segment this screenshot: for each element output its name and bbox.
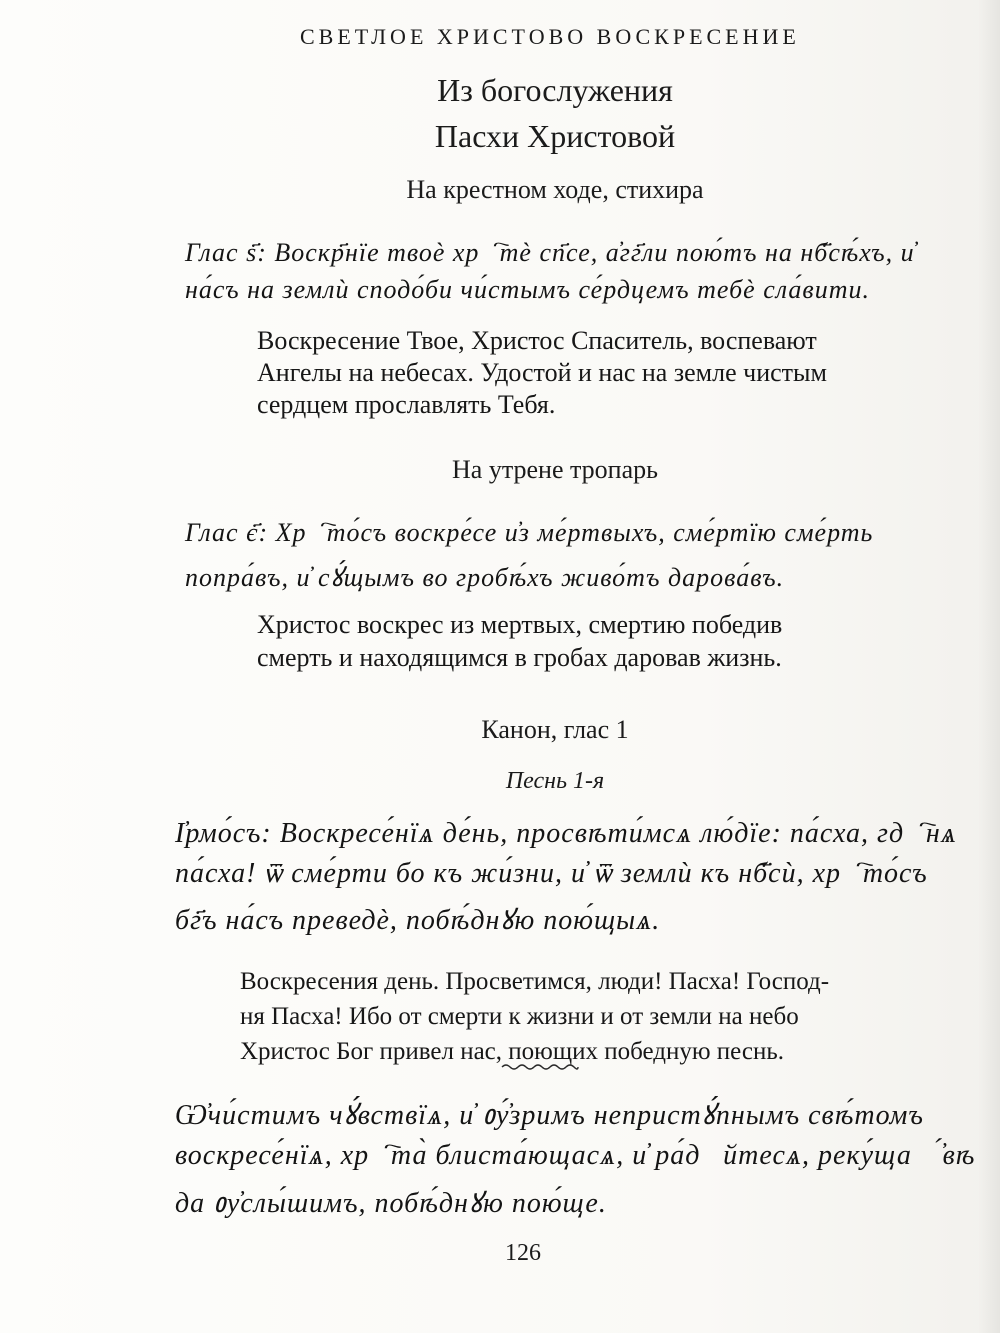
stichera-slavonic-line: на́съ на землѝ сподо́би чи́стымъ се́рдцемъ тебѐ сла́вити. xyxy=(185,275,870,304)
running-header: СВЕТЛОЕ ХРИСТОВО ВОСКРЕСЕНИЕ xyxy=(300,24,800,49)
troparion-translation-line: смерть и находящимся в гробах даровав жизнь. xyxy=(257,643,782,672)
troparion-heading: На утрене тропарь xyxy=(452,455,658,484)
page-number: 126 xyxy=(505,1240,541,1266)
page-gutter-shadow xyxy=(978,0,1000,1333)
irmos-translation-line: ня Пасха! Ибо от смерти к жизни и от земли на небо xyxy=(240,1003,799,1030)
troparion-translation-line: Христос воскрес из мертвых, смертию победив xyxy=(257,610,783,639)
closing-slavonic-line: воскресе́нїѧ, хрⷭ҇та̀ блиста́ющасѧ, и҆ ра́дꙋйтесѧ, реку́ща ꙗ҆́вѣ xyxy=(175,1140,976,1171)
stichera-slavonic-line: Глас ѕ҃: Воскр҃нїе твоѐ хрⷭ҇тѐ сп҃се, а҆гг҃ли пою́тъ на нб҃сѣ́хъ, и҆ xyxy=(185,238,915,267)
stichera-translation-line: Воскресение Твое, Христос Спаситель, воспевают xyxy=(257,326,817,355)
irmos-slavonic-line: бг҃ъ на́съ преведѐ, побѣ́днꙋю пою́щыѧ. xyxy=(175,905,661,936)
troparion-slavonic-line: Глас є҃: Хрⷭ҇то́съ воскре́се и҆з ме́ртвыхъ, сме́ртїю сме́рть xyxy=(185,518,874,547)
title-line-2: Пасхи Христовой xyxy=(434,118,676,154)
title-line-1: Из богослужения xyxy=(437,72,673,108)
ornamental-divider xyxy=(500,1062,580,1072)
ode-heading: Песнь 1-я xyxy=(505,768,605,794)
canon-heading: Канон, глас 1 xyxy=(481,715,629,744)
irmos-slavonic-line: па́сха! ѿ сме́рти бо къ жи́зни, и҆ ѿ землѝ къ нб҃сѝ, хрⷭ҇то́съ xyxy=(175,858,928,889)
irmos-translation-line: Воскресения день. Просветимся, люди! Пасха! Господ- xyxy=(240,968,830,995)
closing-slavonic-line: Ѡ҆чи́стимъ чꙋ́вствїѧ, и҆ ᲂу҆́зримъ непристꙋ́пнымъ свѣ́томъ xyxy=(175,1100,924,1131)
stichera-translation-line: сердцем прославлять Тебя. xyxy=(257,390,556,419)
stichera-translation-line: Ангелы на небесах. Удостой и нас на земле чистым xyxy=(257,358,827,387)
stichera-heading: На крестном ходе, стихира xyxy=(406,175,704,204)
troparion-slavonic-line: попра́въ, и҆ сꙋ́щымъ во гробѣ́хъ живо́тъ дарова́въ. xyxy=(185,563,785,592)
irmos-translation-line: Христос Бог привел нас, поющих победную песнь. xyxy=(240,1038,784,1065)
irmos-slavonic-line: І҆рмо́съ: Воскресе́нїѧ де́нь, просвѣти́мсѧ лю́дїе: па́сха, гдⷭ҇нѧ xyxy=(175,818,957,849)
closing-slavonic-line: да ᲂу҆слы́шимъ, побѣ́днꙋю пою́ще. xyxy=(175,1188,607,1219)
